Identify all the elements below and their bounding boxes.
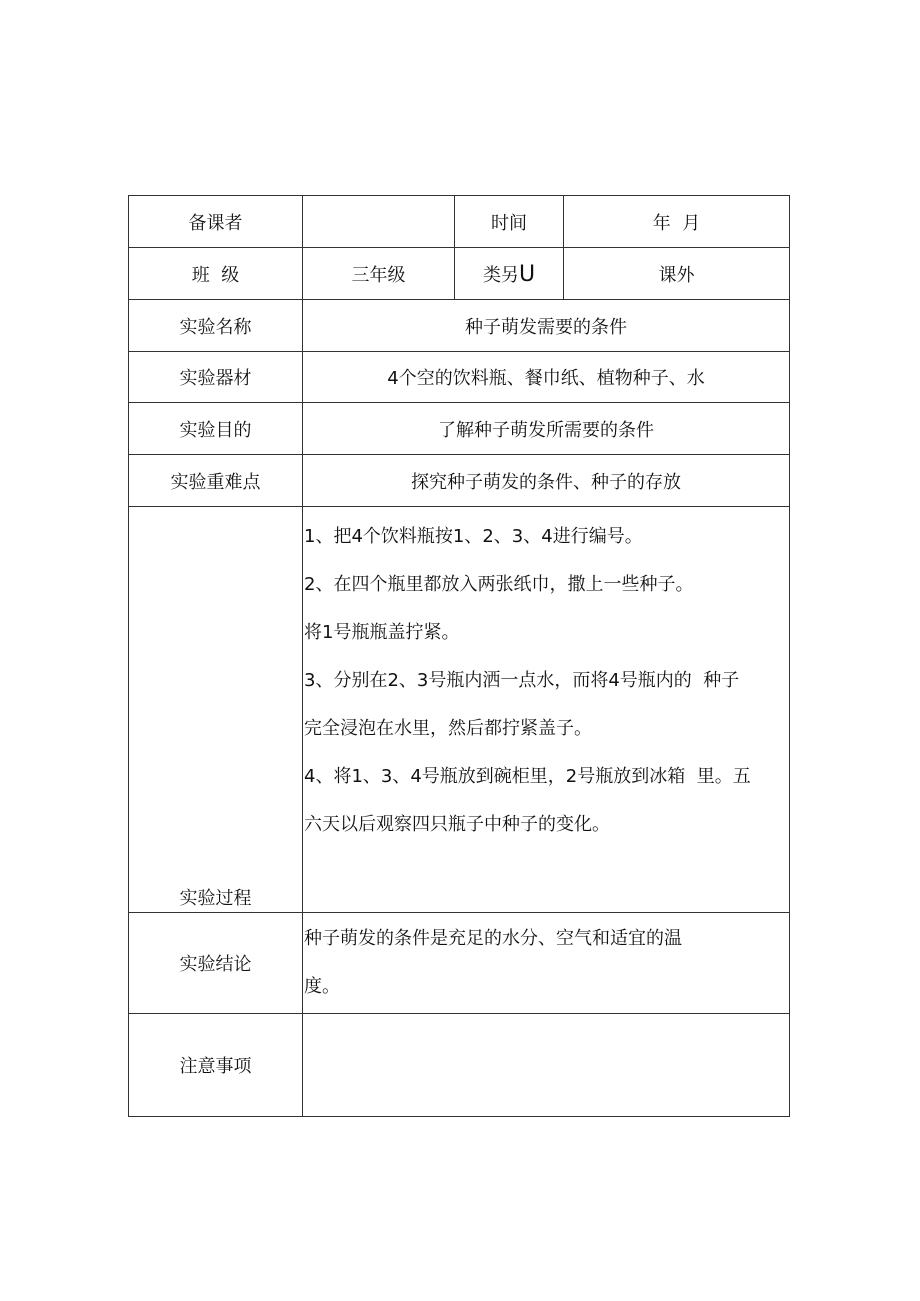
lesson-plan-table — [128, 195, 790, 1117]
row-materials — [129, 352, 790, 403]
row-preparer-time — [129, 196, 790, 248]
process-line: 2、在四个瓶里都放入两张纸巾，撒上一些种子。 — [304, 574, 694, 595]
key-points-label: 实验重难点 — [129, 455, 303, 507]
process-line: 3、分别在2、3号瓶内洒一点水，而将4号瓶内的 种子 — [304, 670, 740, 691]
category-mark: U — [518, 261, 536, 287]
time-label: 时间 — [455, 196, 564, 248]
process-line: 将1号瓶瓶盖拧紧。 — [304, 622, 460, 643]
notes-value — [303, 1014, 790, 1117]
category-value: 课外 — [564, 248, 790, 300]
conclusion-line: 种子萌发的条件是充足的水分、空气和适宜的温 — [304, 928, 682, 949]
conclusion-label: 实验结论 — [129, 913, 303, 1014]
process-line: 六天以后观察四只瓶子中种子的变化。 — [304, 814, 610, 835]
process-line: 4、将1、3、4号瓶放到碗柜里，2号瓶放到冰箱 里。五 — [304, 766, 751, 787]
row-class-category — [129, 248, 790, 300]
row-experiment-name — [129, 300, 790, 352]
row-process — [129, 507, 790, 913]
preparer-label: 备课者 — [129, 196, 303, 248]
materials-value: 4个空的饮料瓶、餐巾纸、植物种子、水 — [303, 352, 790, 403]
class-value: 三年级 — [303, 248, 455, 300]
key-points-value: 探究种子萌发的条件、种子的存放 — [303, 455, 790, 507]
process-line: 1、把4个饮料瓶按1、2、3、4进行编号。 — [304, 526, 643, 547]
row-key-points — [129, 455, 790, 507]
lesson-plan-sheet — [128, 195, 789, 1118]
class-label: 班 级 — [129, 248, 303, 300]
process-line: 完全浸泡在水里，然后都拧紧盖子。 — [304, 718, 592, 739]
experiment-name-label: 实验名称 — [129, 300, 303, 352]
materials-label: 实验器材 — [129, 352, 303, 403]
notes-label: 注意事项 — [129, 1014, 303, 1117]
row-notes — [129, 1014, 790, 1117]
category-label-cell — [455, 248, 564, 300]
experiment-name-value: 种子萌发需要的条件 — [303, 300, 790, 352]
preparer-value — [303, 196, 455, 248]
time-value: 年 月 — [564, 196, 790, 248]
category-label: 类另 — [482, 264, 519, 286]
conclusion-content — [303, 913, 790, 1014]
purpose-label: 实验目的 — [129, 403, 303, 455]
process-content — [303, 507, 790, 913]
row-purpose — [129, 403, 790, 455]
process-label: 实验过程 — [129, 507, 303, 913]
row-conclusion — [129, 913, 790, 1014]
conclusion-line: 度。 — [304, 976, 340, 997]
purpose-value: 了解种子萌发所需要的条件 — [303, 403, 790, 455]
